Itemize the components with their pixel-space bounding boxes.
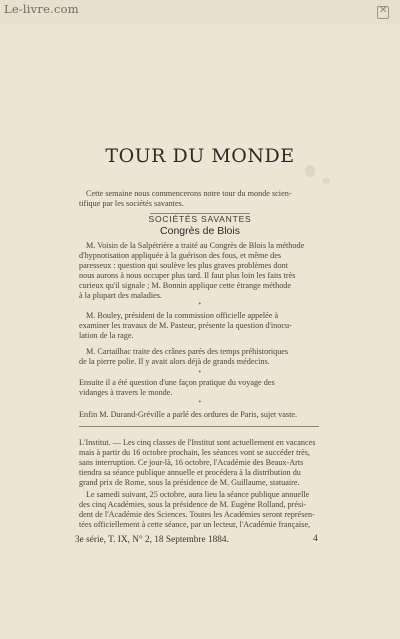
watermark-banner: [0, 0, 400, 24]
separator-dot: •: [198, 399, 202, 406]
paragraph-line: d'hypnotisation appliquée à la guérison des fous, et même des: [79, 251, 282, 260]
paragraph-line: vidanges à travers le monde.: [79, 388, 173, 397]
seal-icon: ✕: [377, 6, 389, 19]
separator-dot: •: [198, 301, 202, 308]
institut-line: L'Institut. — Les cinq classes de l'Institut sont actuellement en vacances: [79, 438, 316, 447]
intro-line: tifique par les sociétés savantes.: [79, 199, 184, 208]
issue-footer: 3e série, T. IX, N° 2, 18 Septembre 1884.: [75, 535, 229, 545]
paragraph-line: examiner les travaux de M. Pasteur, présente la question d'inocu-: [79, 321, 292, 330]
paragraph-line: M. Bouley, président de la commission officielle appelée à: [86, 311, 279, 320]
institut-line: sans interruption. Ce jour-là, 16 octobre, l'Académie des Beaux-Arts: [79, 458, 304, 467]
subsection-title: Congrès de Blois: [160, 225, 240, 237]
intro-line: Cette semaine nous commencerons notre tour du monde scien-: [86, 189, 292, 198]
institut-line: tées officiellement à cette séance, par un lecteur, l'Académie française,: [79, 520, 311, 529]
section-title: SOCIÉTÉS SAVANTES: [148, 214, 252, 224]
paragraph-line: M. Voisin de la Salpétrière a traité au Congrès de Blois la méthode: [86, 241, 305, 250]
stain-mark: [322, 178, 330, 184]
paragraph-line: paresseux : question qui soulève les plus graves problèmes dont: [79, 261, 288, 270]
watermark-label: Le-livre.com: [4, 2, 79, 16]
institut-line: tiendra sa séance publique annuelle et procédera à la distribution du: [79, 468, 301, 477]
separator-rule: [79, 426, 319, 427]
page-title: TOUR DU MONDE: [105, 145, 295, 167]
separator-dot: •: [198, 369, 202, 376]
paragraph-line: M. Cartailhac traite des crânes parés des temps préhistoriques: [86, 347, 289, 356]
institut-line: dent de l'Académie des Sciences. Toutes les Académies seront représen-: [79, 510, 315, 519]
paragraph-line: de la pierre polie. Il y avait alors déjà de grands médecins.: [79, 357, 270, 366]
page-number: 4: [313, 534, 318, 544]
paragraph-line: curieux qu'il signale ; M. Bonnin applique cette étrange méthode: [79, 281, 292, 290]
paragraph-line: Ensuite il a été question d'une façon pratique du voyage des: [79, 378, 275, 387]
institut-line: grand prix de Rome, sous la présidence de M. Guillaume, statuaire.: [79, 478, 300, 487]
paragraph-line: à la plupart des maladies.: [79, 291, 162, 300]
institut-line: des cinq Académies, sous la présidence de M. Eugène Rolland, prési-: [79, 500, 307, 509]
paragraph-line: lation de la rage.: [79, 331, 134, 340]
institut-line: mais à partir du 16 octobre prochain, les séances vont se succéder très,: [79, 448, 310, 457]
paragraph-line: Enfin M. Durand-Gréville a parlé des ordures de Paris, sujet vaste.: [79, 410, 298, 419]
paragraph-line: nous aurons à nous occuper plus tard. Il faut plus loin les faits très: [79, 271, 296, 280]
institut-line: Le samedi suivant, 25 octobre, aura lieu la séance publique annuelle: [86, 490, 310, 499]
